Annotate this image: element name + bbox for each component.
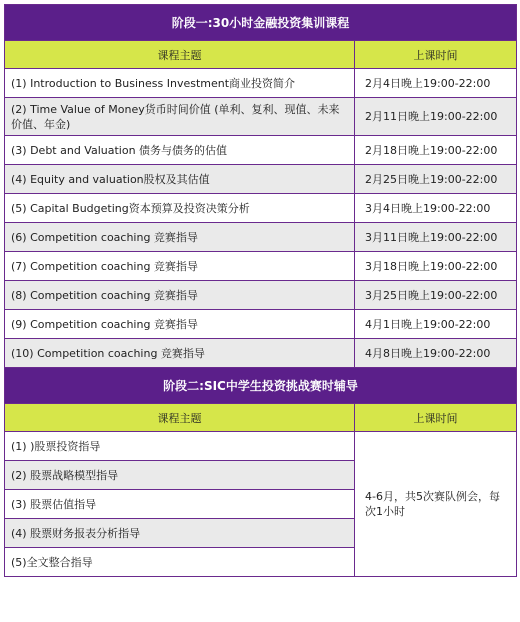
table-row [5,339,517,368]
table-row [5,98,517,136]
schedule-table [4,4,517,577]
table-row [5,165,517,194]
course-time: 2月18日晚上19:00-22:00 [355,136,517,165]
course-topic: (8) Competition coaching 竞赛指导 [5,281,355,310]
course-time: 3月4日晚上19:00-22:00 [355,194,517,223]
table-row [5,69,517,98]
stage2-title: 阶段二:SIC中学生投资挑战赛时辅导 [5,368,517,404]
course-topic: (6) Competition coaching 竞赛指导 [5,223,355,252]
stage2-time-merged: 4-6月，共5次赛队例会，每次1小时 [355,432,517,577]
course-topic: (7) Competition coaching 竞赛指导 [5,252,355,281]
course-topic: (9) Competition coaching 竞赛指导 [5,310,355,339]
course-topic: (5) Capital Budgeting资本预算及投资决策分析 [5,194,355,223]
course-topic: (1) )股票投资指导 [5,432,355,461]
stage2-header-row [5,404,517,432]
table-row [5,310,517,339]
course-time: 3月11日晚上19:00-22:00 [355,223,517,252]
course-schedule [4,4,516,577]
course-topic: (3) 股票估值指导 [5,490,355,519]
course-time: 3月25日晚上19:00-22:00 [355,281,517,310]
table-row [5,223,517,252]
course-topic: (1) Introduction to Business Investment商业投资简介 [5,69,355,98]
course-time: 2月25日晚上19:00-22:00 [355,165,517,194]
stage1-title: 阶段一:30小时金融投资集训课程 [5,5,517,41]
table-row [5,281,517,310]
stage1-header-row [5,41,517,69]
stage2-col-time: 上课时间 [355,404,517,432]
course-time: 4月1日晚上19:00-22:00 [355,310,517,339]
course-topic: (4) Equity and valuation股权及其估值 [5,165,355,194]
course-topic: (3) Debt and Valuation 债务与债务的估值 [5,136,355,165]
course-topic: (4) 股票财务报表分析指导 [5,519,355,548]
table-row [5,252,517,281]
course-topic: (5)全文整合指导 [5,548,355,577]
stage1-col-topic: 课程主题 [5,41,355,69]
course-topic: (2) 股票战略模型指导 [5,461,355,490]
stage1-title-row [5,5,517,41]
stage2-title-row [5,368,517,404]
table-row [5,432,517,461]
stage2-col-topic: 课程主题 [5,404,355,432]
course-time: 4月8日晚上19:00-22:00 [355,339,517,368]
course-topic: (2) Time Value of Money货币时间价值 (单利、复利、现值、未来价值、年金) [5,98,355,136]
course-time: 2月4日晚上19:00-22:00 [355,69,517,98]
table-row [5,194,517,223]
stage1-col-time: 上课时间 [355,41,517,69]
course-time: 2月11日晚上19:00-22:00 [355,98,517,136]
course-topic: (10) Competition coaching 竞赛指导 [5,339,355,368]
table-row [5,136,517,165]
course-time: 3月18日晚上19:00-22:00 [355,252,517,281]
